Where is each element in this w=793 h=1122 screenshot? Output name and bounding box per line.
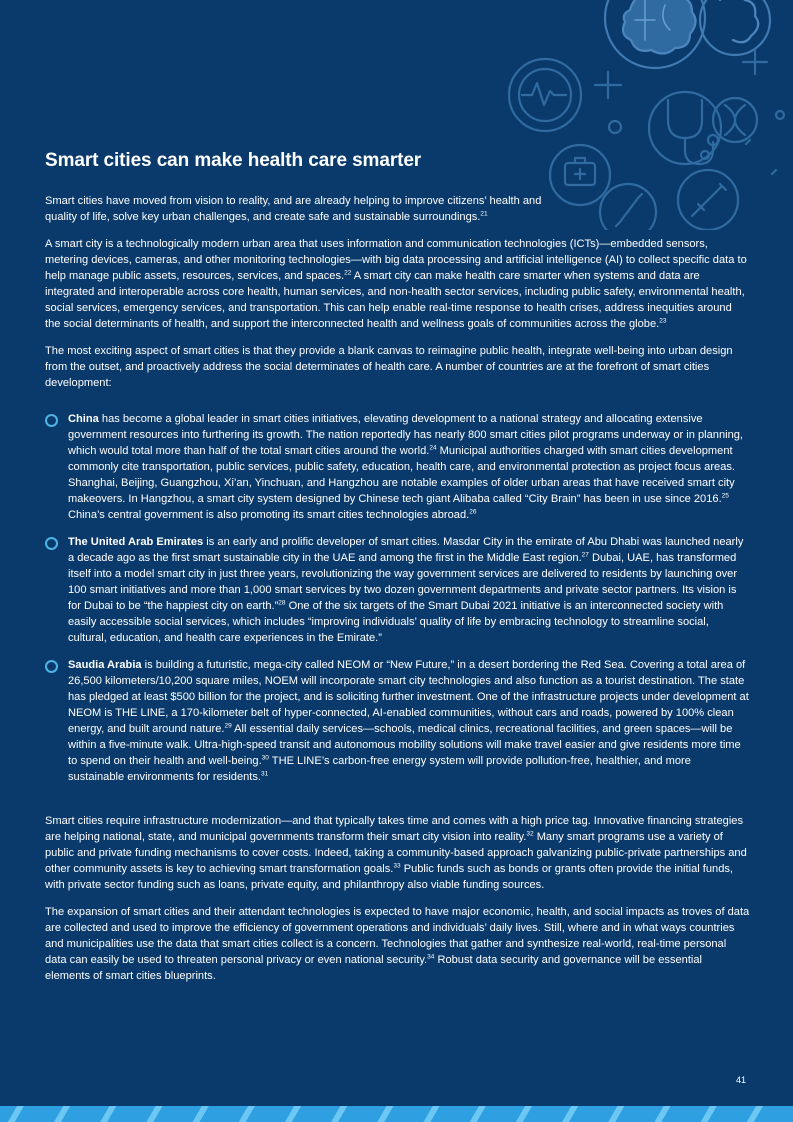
page-number: 41: [736, 1075, 747, 1085]
heartbeat-monitor-icon: [509, 59, 581, 131]
intro-paragraph-3: The most exciting aspect of smart cities is that they provide a blank canvas to reimagine public health, integrate well-being into urban design from the outset, and proactively address the social determinates of health care. A number of countries are at the forefront of smart cities development:: [45, 345, 733, 389]
bullet-circle-icon: [45, 660, 58, 673]
article: [45, 150, 750, 995]
intro-paragraph-1: Smart cities have moved from vision to reality, and are already helping to improve citizens’ health and quality of life, solve key urban challenges, and create safe and sustainable surroundings.$^{21}$: [45, 195, 542, 223]
closing-paragraph-1: Smart cities require infrastructure modernization—and that typically takes time and comes with a high price tag. Innovative financing strategies are helping national, state, and municipal governments transform their smart city vision into reality.$^{32}$ Many smart programs use a variety of public and private funding mechanisms to cover costs. Indeed, taking a community-based approach galvanizing public-private partnerships and other community assets is key to achieving smart transformation goals.$^{33}$ Public funds such as bonds or grants often provide the initial funds, with private sector funding such as loans, private equity, and philanthropy also viable funding sources.: [45, 815, 747, 891]
list-item-saudi-arabia: Saudia Arabia is building a futuristic, mega-city called NEOM or “New Future,” in a desert bordering the Red Sea. Covering a total area of 26,500 kilometers/10,200 square miles, NOEM will incorporate smart city technologies and also function as a tourist destination. The state has pledged at least $500 billion for the project, and is soliciting further investment. One of the infrastructure projects under development at NEOM is THE LINE, a 170-kilometer belt of hyper-connected, AI-enabled communities, without cars and roads, powered by 100% clean energy, and built around nature.$^{29}$ All essential daily services—schools, medical clinics, recreational facilities, and green spaces—will be within a five-minute walk. Ultra-high-speed transit and autonomous mobility solutions will make travel easier and give residents more time to spend on their health and well-being.$^{30}$ THE LINE’s carbon-free energy system will provide pollution-free, healthier, and more sustainable environments for residents.$^{31}$: [45, 657, 750, 785]
page-title: Smart cities can make health care smarter: [45, 150, 422, 171]
brain-icon: [605, 0, 770, 68]
intro-paragraph-2: A smart city is a technologically modern urban area that uses information and communication technologies (ICTs)—embedded sensors, metering devices, cameras, and other monitoring technologies—with big data processing and artificial intelligence (AI) to collect specific data to help manage public assets, resources, services, and spaces.$^{22}$ A smart city can make health care smarter when systems and data are integrated and interoperable across core health, human services, and non-health sector services, including public safety, environmental health, social services, emergency services, and transportation. This can help enable real-time response to health crises, address inequities around the social determinants of health, and support the interconnected health and wellness goals of communities across the globe.$^{23}$: [45, 238, 747, 330]
bullet-circle-icon: [45, 537, 58, 550]
list-item-uae: The United Arab Emirates is an early and prolific developer of smart cities. Masdar City in the emirate of Abu Dhabi was launched nearly a decade ago as the first smart sustainable city in the UAE and among the first in the Middle East region.$^{27}$ Dubai, UAE, has transformed itself into a model smart city in just three years, revolutionizing the way government services are delivered to residents by launching over 100 smart initiatives and more than 1,000 smart services by two dozen government departments and private sector partners. Its vision is for Dubai to be “the happiest city on earth.”$^{28}$ One of the six targets of the Smart Dubai 2021 initiative is an interconnected society with easily accessible social services, which includes “improving individuals’ quality of life by embracing technology to streamline social, cultural, education, and health care experiences in the Emirate.”: [45, 534, 750, 646]
list-item-china: China has become a global leader in smart cities initiatives, elevating development to a national strategy and allocating extensive government resources into furthering its growth. The nation reportedly has nearly 800 smart cities pilot programs underway or in planning, which would total more than half of the total smart cities around the world.$^{24}$ Municipal authorities charged with smart cities development commonly cite transportation, public services, public safety, education, health care, and environmental protection as project focus areas. Shanghai, Beijing, Guangzhou, Xi’an, Yinchuan, and Hangzhou are notable examples of older urban areas that have received smart city makeovers. In Hangzhou, a smart city system designed by Chinese tech giant Alibaba called “City Brain” has been in use since 2016.25 China’s central government is also promoting its smart cities technologies abroad.$^{26}$: [45, 411, 750, 523]
plus-icon: [595, 50, 767, 98]
footer-stripe: [0, 1106, 793, 1122]
country-list: [45, 411, 750, 785]
closing-paragraph-2: The expansion of smart cities and their attendant technologies is expected to have major economic, health, and social impacts as troves of data are collected and used to improve the efficiency of government operations and individuals’ daily lives. Still, where and in what ways countries and municipalities use the data that smart cities collect is a concern. Technologies that gather and synthesize real-world, real-time personal data can easily be used to threaten personal privacy or even national security.$^{34}$ Robust data security and governance will be essential elements of smart cities blueprints.: [45, 906, 750, 982]
bullet-circle-icon: [45, 414, 58, 427]
